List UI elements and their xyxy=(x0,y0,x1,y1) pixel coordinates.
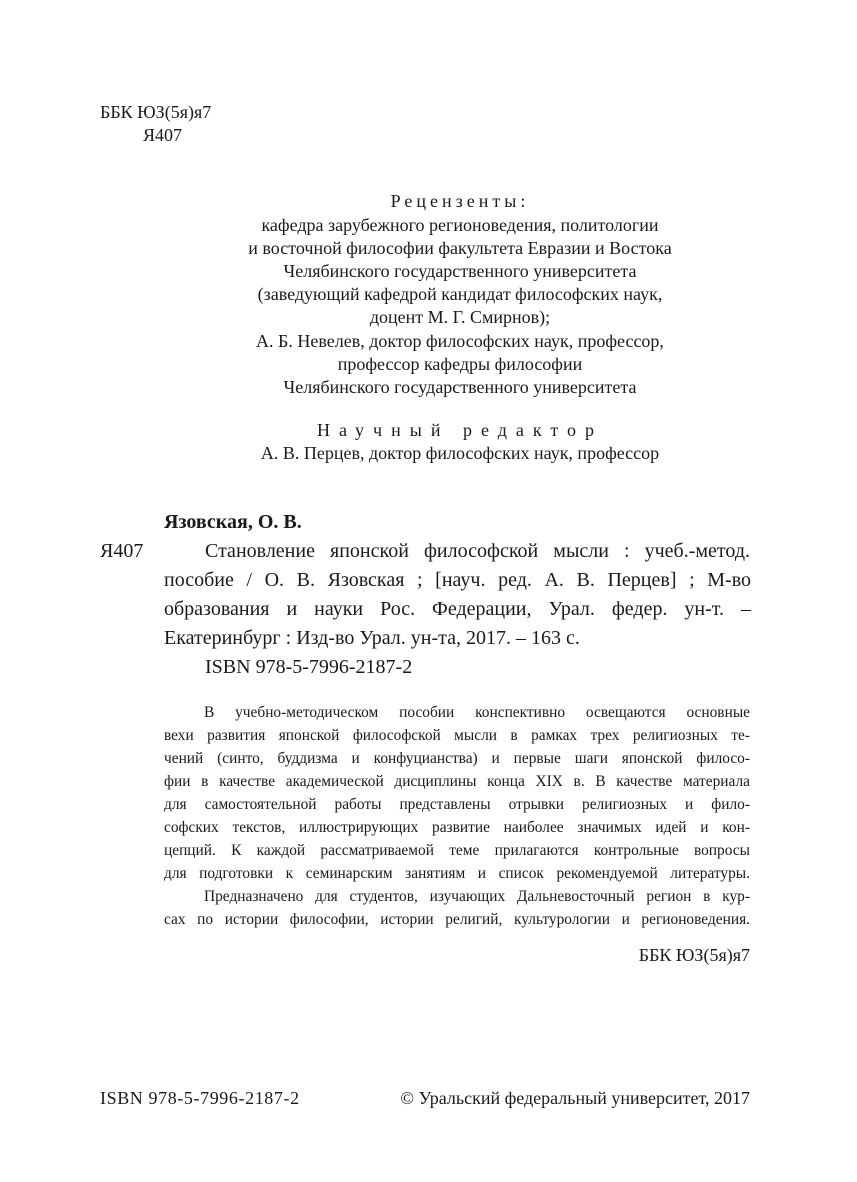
reviewer-line: (заведующий кафедрой кандидат философских наук, xyxy=(257,284,663,304)
abstract-line: для самостоятельной работы представлены отрывки религиозных и фило- xyxy=(164,796,750,813)
abstract-line: чений (синто, буддизма и конфуцианства) и первые шаги японской филосо- xyxy=(164,750,750,767)
record-line: Становление японской философской мысли : учеб.-метод. xyxy=(205,540,750,562)
reviewer-line: Челябинского государственного университета xyxy=(283,377,637,397)
reviewers-heading: Рецензенты: xyxy=(390,191,530,211)
record-line: Екатеринбург : Изд-во Урал. ун-та, 2017. – 163 с. xyxy=(164,627,580,649)
record-line: пособие / О. В. Язовская ; [науч. ред. А. В. Перцев] ; М-во xyxy=(164,569,751,591)
scientific-editor-line: А. В. Перцев, доктор философских наук, профессор xyxy=(260,443,660,463)
reviewer-line: кафедра зарубежного регионоведения, политологии xyxy=(261,215,659,235)
record-isbn: ISBN 978-5-7996-2187-2 xyxy=(205,656,413,678)
footer-copyright: © Уральский федеральный университет, 2017 xyxy=(400,1088,750,1108)
footer-isbn: ISBN 978-5-7996-2187-2 xyxy=(100,1088,300,1108)
record-sign: Я407 xyxy=(100,540,144,562)
bbk-code: ББК ЮЗ(5я)я7 xyxy=(100,102,212,122)
abstract-line: В учебно-методическом пособии конспективно освещаются основные xyxy=(204,704,750,721)
scientific-editor-heading: Научный редактор xyxy=(316,420,604,440)
reviewer-line: Челябинского государственного университета xyxy=(283,261,637,281)
abstract-line: сах по истории философии, истории религий, культурологии и регионоведения. xyxy=(164,911,750,928)
abstract-line: фии в качестве академической дисциплины конца XIX в. В качестве материала xyxy=(164,773,750,790)
abstract-line: вехи развития японской философской мысли в рамках трех религиозных те- xyxy=(164,727,750,744)
abstract-line: софских текстов, иллюстрирующих развитие наиболее значимых идей и кон- xyxy=(164,819,750,836)
record-author: Язовская, О. В. xyxy=(164,511,302,533)
abstract-line: для подготовки к семинарским занятиям и список рекомендуемой литературы. xyxy=(164,865,750,882)
reviewer-line: доцент М. Г. Смирнов); xyxy=(369,307,551,327)
abstract-line: Предназначено для студентов, изучающих Дальневосточный регион в кур- xyxy=(204,888,750,905)
reviewer-line: и восточной философии факультета Евразии и Востока xyxy=(248,238,672,258)
abstract-line: цепций. К каждой рассматриваемой теме прилагаются контрольные вопросы xyxy=(164,842,750,859)
reviewer-line: А. Б. Невелев, доктор философских наук, профессор, xyxy=(256,331,664,351)
record-line: образования и науки Рос. Федерации, Урал. федер. ун-т. – xyxy=(164,598,751,620)
reviewer-line: профессор кафедры философии xyxy=(337,354,583,374)
bbk-code-right: ББК ЮЗ(5я)я7 xyxy=(638,945,750,965)
author-sign: Я407 xyxy=(143,125,183,145)
